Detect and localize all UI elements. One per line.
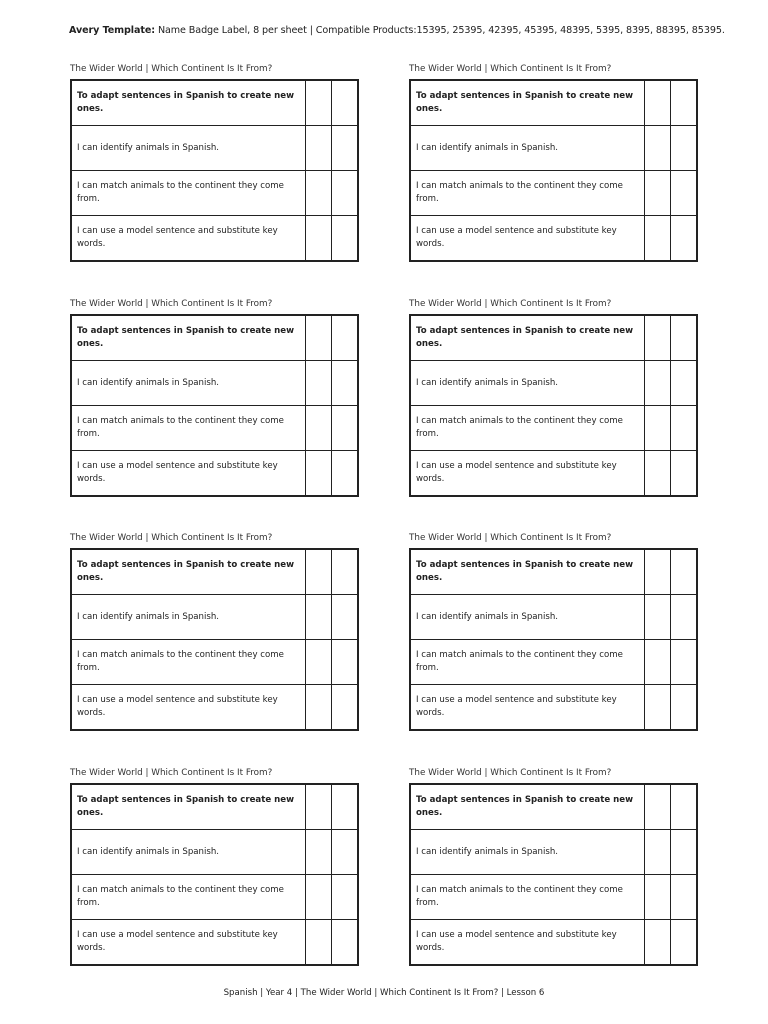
check-box[interactable] — [671, 875, 697, 920]
check-box[interactable] — [306, 216, 332, 262]
checklist-row — [71, 451, 358, 497]
success-criterion: I can match animals to the continent they come from. — [71, 640, 306, 685]
badge-label — [70, 63, 359, 262]
check-box[interactable] — [671, 216, 697, 262]
check-box[interactable] — [671, 315, 697, 361]
checklist-row — [410, 361, 697, 406]
badge-label — [409, 298, 698, 497]
checklist-row — [71, 126, 358, 171]
check-box[interactable] — [645, 406, 671, 451]
learning-objective: To adapt sentences in Spanish to create new ones. — [410, 80, 645, 126]
check-box[interactable] — [306, 171, 332, 216]
checklist-table — [70, 548, 359, 731]
checklist-table — [409, 548, 698, 731]
badge-label — [409, 532, 698, 731]
check-box[interactable] — [332, 920, 358, 966]
check-box[interactable] — [332, 406, 358, 451]
label-title: The Wider World | Which Continent Is It From? — [409, 533, 612, 543]
badge-label — [70, 532, 359, 731]
checklist-row — [71, 875, 358, 920]
check-box[interactable] — [332, 640, 358, 685]
checklist-row — [71, 406, 358, 451]
check-box[interactable] — [671, 406, 697, 451]
success-criterion: I can use a model sentence and substitute key words. — [410, 685, 645, 731]
header-prefix: Avery Template: — [69, 25, 155, 36]
checklist-row — [410, 784, 697, 830]
label-title: The Wider World | Which Continent Is It From? — [70, 768, 273, 778]
check-box[interactable] — [671, 361, 697, 406]
checklist-row — [410, 406, 697, 451]
header-text: Name Badge Label, 8 per sheet | Compatible Products:15395, 25395, 42395, 45395, 48395, 5395, 8395, 88395, 85395. — [155, 25, 725, 36]
success-criterion: I can use a model sentence and substitute key words. — [410, 216, 645, 262]
checklist-row — [71, 171, 358, 216]
checklist-row — [410, 80, 697, 126]
check-box[interactable] — [306, 875, 332, 920]
check-box[interactable] — [332, 595, 358, 640]
success-criterion: I can use a model sentence and substitute key words. — [410, 451, 645, 497]
checklist-row — [410, 920, 697, 966]
check-box[interactable] — [645, 920, 671, 966]
learning-objective: To adapt sentences in Spanish to create new ones. — [71, 784, 306, 830]
check-box[interactable] — [332, 875, 358, 920]
check-box[interactable] — [306, 451, 332, 497]
checklist-row — [71, 549, 358, 595]
check-box[interactable] — [645, 216, 671, 262]
success-criterion: I can match animals to the continent they come from. — [410, 171, 645, 216]
checklist-table — [70, 783, 359, 966]
checklist-row — [410, 595, 697, 640]
learning-objective: To adapt sentences in Spanish to create new ones. — [410, 315, 645, 361]
check-box[interactable] — [671, 784, 697, 830]
checklist-row — [410, 451, 697, 497]
badge-label — [70, 298, 359, 497]
check-box[interactable] — [645, 171, 671, 216]
success-criterion: I can match animals to the continent they come from. — [71, 406, 306, 451]
checklist-row — [71, 595, 358, 640]
check-box[interactable] — [671, 80, 697, 126]
check-box[interactable] — [645, 451, 671, 497]
success-criterion: I can match animals to the continent they come from. — [71, 171, 306, 216]
check-box[interactable] — [645, 549, 671, 595]
checklist-table — [70, 79, 359, 262]
label-title: The Wider World | Which Continent Is It From? — [409, 64, 612, 74]
checklist-row — [71, 830, 358, 875]
checklist-row — [71, 315, 358, 361]
checklist-row — [71, 784, 358, 830]
check-box[interactable] — [332, 315, 358, 361]
check-box[interactable] — [306, 595, 332, 640]
learning-objective: To adapt sentences in Spanish to create new ones. — [71, 549, 306, 595]
label-title: The Wider World | Which Continent Is It From? — [409, 768, 612, 778]
checklist-table — [409, 783, 698, 966]
success-criterion: I can use a model sentence and substitute key words. — [410, 920, 645, 966]
badge-label — [409, 63, 698, 262]
checklist-row — [410, 640, 697, 685]
success-criterion: I can identify animals in Spanish. — [410, 595, 645, 640]
checklist-row — [410, 830, 697, 875]
success-criterion: I can identify animals in Spanish. — [71, 595, 306, 640]
check-box[interactable] — [671, 451, 697, 497]
checklist-table — [409, 314, 698, 497]
check-box[interactable] — [645, 361, 671, 406]
success-criterion: I can identify animals in Spanish. — [71, 126, 306, 171]
success-criterion: I can match animals to the continent they come from. — [410, 406, 645, 451]
learning-objective: To adapt sentences in Spanish to create new ones. — [71, 80, 306, 126]
success-criterion: I can use a model sentence and substitute key words. — [71, 920, 306, 966]
check-box[interactable] — [645, 80, 671, 126]
check-box[interactable] — [332, 830, 358, 875]
check-box[interactable] — [671, 830, 697, 875]
check-box[interactable] — [306, 361, 332, 406]
check-box[interactable] — [671, 595, 697, 640]
check-box[interactable] — [671, 640, 697, 685]
check-box[interactable] — [306, 126, 332, 171]
checklist-row — [410, 549, 697, 595]
check-box[interactable] — [306, 549, 332, 595]
checklist-row — [71, 80, 358, 126]
checklist-row — [71, 685, 358, 731]
success-criterion: I can use a model sentence and substitute key words. — [71, 216, 306, 262]
success-criterion: I can identify animals in Spanish. — [410, 126, 645, 171]
check-box[interactable] — [671, 685, 697, 731]
check-box[interactable] — [306, 920, 332, 966]
check-box[interactable] — [645, 685, 671, 731]
check-box[interactable] — [306, 784, 332, 830]
check-box[interactable] — [332, 126, 358, 171]
success-criterion: I can identify animals in Spanish. — [410, 361, 645, 406]
check-box[interactable] — [645, 784, 671, 830]
success-criterion: I can match animals to the continent they come from. — [410, 875, 645, 920]
label-title: The Wider World | Which Continent Is It From? — [70, 533, 273, 543]
learning-objective: To adapt sentences in Spanish to create new ones. — [71, 315, 306, 361]
check-box[interactable] — [645, 595, 671, 640]
check-box[interactable] — [332, 171, 358, 216]
check-box[interactable] — [306, 406, 332, 451]
check-box[interactable] — [332, 784, 358, 830]
checklist-row — [71, 640, 358, 685]
check-box[interactable] — [332, 549, 358, 595]
check-box[interactable] — [645, 830, 671, 875]
check-box[interactable] — [332, 216, 358, 262]
success-criterion: I can match animals to the continent they come from. — [71, 875, 306, 920]
check-box[interactable] — [645, 126, 671, 171]
check-box[interactable] — [306, 830, 332, 875]
check-box[interactable] — [306, 685, 332, 731]
check-box[interactable] — [671, 126, 697, 171]
check-box[interactable] — [671, 549, 697, 595]
check-box[interactable] — [645, 640, 671, 685]
label-title: The Wider World | Which Continent Is It From? — [70, 64, 273, 74]
success-criterion: I can identify animals in Spanish. — [410, 830, 645, 875]
checklist-row — [71, 216, 358, 262]
badge-label — [409, 767, 698, 966]
check-box[interactable] — [332, 361, 358, 406]
checklist-row — [410, 315, 697, 361]
checklist-row — [71, 361, 358, 406]
checklist-table — [70, 314, 359, 497]
check-box[interactable] — [306, 315, 332, 361]
success-criterion: I can identify animals in Spanish. — [71, 830, 306, 875]
checklist-table — [409, 79, 698, 262]
checklist-row — [410, 685, 697, 731]
learning-objective: To adapt sentences in Spanish to create new ones. — [410, 784, 645, 830]
success-criterion: I can identify animals in Spanish. — [71, 361, 306, 406]
check-box[interactable] — [332, 685, 358, 731]
check-box[interactable] — [645, 875, 671, 920]
checklist-row — [410, 216, 697, 262]
check-box[interactable] — [332, 451, 358, 497]
check-box[interactable] — [306, 640, 332, 685]
page-footer: Spanish | Year 4 | The Wider World | Which Continent Is It From? | Lesson 6 — [223, 988, 545, 998]
checklist-row — [410, 875, 697, 920]
label-title: The Wider World | Which Continent Is It From? — [70, 299, 273, 309]
checklist-row — [410, 171, 697, 216]
success-criterion: I can use a model sentence and substitute key words. — [71, 451, 306, 497]
success-criterion: I can match animals to the continent they come from. — [410, 640, 645, 685]
badge-label — [70, 767, 359, 966]
checklist-row — [71, 920, 358, 966]
learning-objective: To adapt sentences in Spanish to create new ones. — [410, 549, 645, 595]
check-box[interactable] — [671, 171, 697, 216]
check-box[interactable] — [671, 920, 697, 966]
check-box[interactable] — [306, 80, 332, 126]
check-box[interactable] — [645, 315, 671, 361]
success-criterion: I can use a model sentence and substitute key words. — [71, 685, 306, 731]
checklist-row — [410, 126, 697, 171]
check-box[interactable] — [332, 80, 358, 126]
label-title: The Wider World | Which Continent Is It From? — [409, 299, 612, 309]
